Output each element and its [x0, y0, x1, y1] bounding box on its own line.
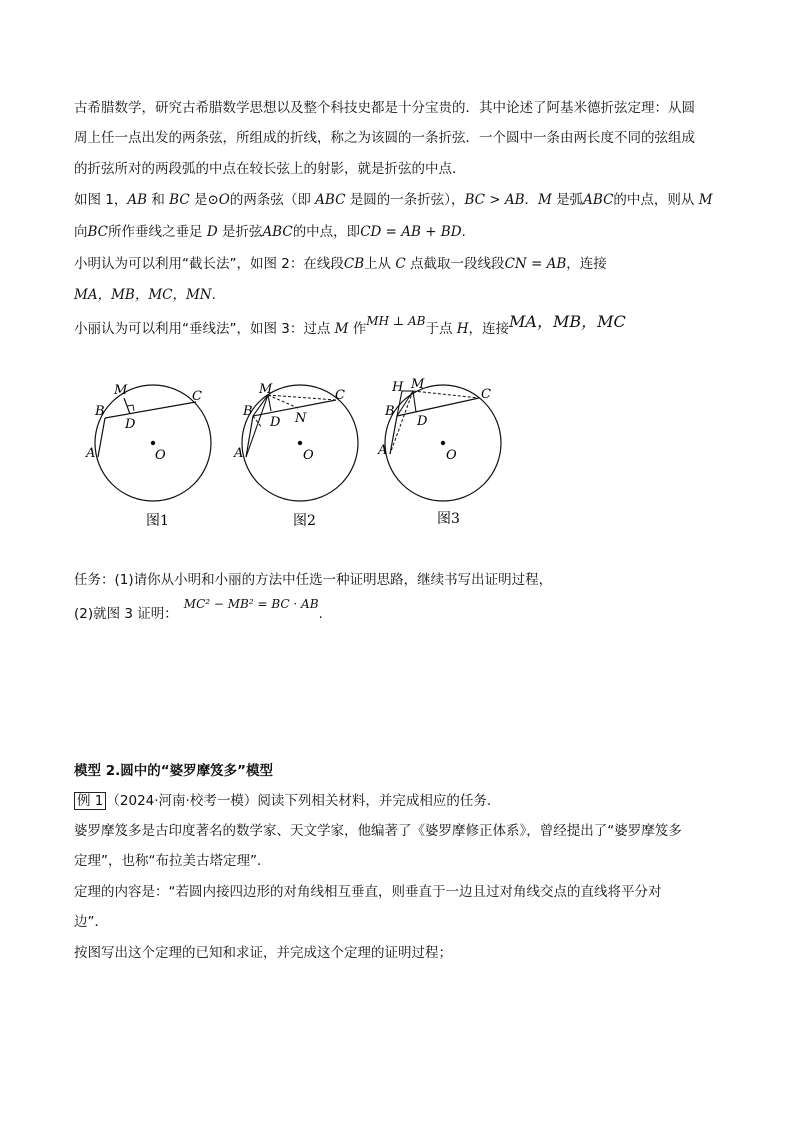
- fig1-label-m: M: [114, 383, 128, 398]
- fig2-label-b: B: [243, 404, 253, 419]
- example-tag: 例 1: [74, 792, 106, 810]
- figure-2: [233, 382, 358, 529]
- brahmagupta-intro-1: 婆罗摩笈多是古印度著名的数学家、天文学家，他编著了《婆罗摩修正体系》，曾经提出了“婆罗摩笈多: [74, 823, 682, 839]
- fig2-label-m: M: [259, 382, 273, 397]
- fig3-dashed-mc: [413, 391, 479, 398]
- fig3-dashed-ma: [390, 391, 413, 454]
- fig2-caption: 图2: [293, 513, 316, 529]
- fig1-label-d: D: [125, 417, 136, 432]
- fig1-label-c: C: [192, 389, 202, 404]
- brahmagupta-intro-2: 定理”，也称“布拉美古塔定理”．: [74, 853, 271, 869]
- perpendicular-foot-line: 向BC所作垂线之垂足 D 是折弦ABC的中点，即CD = AB + BD.: [74, 224, 466, 240]
- example-1-line: 例 1 （2024·河南·校考一模）阅读下列相关材料，并完成相应的任务.: [74, 791, 491, 811]
- xiaoming-method-line: 小明认为可以利用“截长法”，如图 2：在线段CB上从 C 点截取一段线段CN = AB，连接: [74, 256, 607, 272]
- intro-line-3: 的折弦所对的两段弧的中点在较长弦上的射影，就是折弦的中点．: [74, 161, 466, 177]
- task-2: (2)就图 3 证明：MC² − MB² = BC · AB.: [74, 597, 323, 622]
- fig1-caption: 图1: [146, 513, 169, 529]
- task-1: 任务：(1)请你从小明和小丽的方法中任选一种证明思路，继续书写出证明过程，: [74, 572, 553, 588]
- fig2-chord-ab: [246, 416, 253, 457]
- xiaoming-connect-line: MA，MB，MC，MN.: [74, 287, 216, 303]
- fig1-chord-bc: [105, 402, 196, 418]
- fig2-label-c: C: [335, 388, 345, 403]
- fig1-chord-ab: [98, 418, 105, 457]
- fig2-center-point: [298, 441, 302, 445]
- fig3-label-o: O: [446, 448, 457, 463]
- fig1-center-point: [151, 441, 155, 445]
- figure-1: [85, 383, 211, 529]
- fig3-label-b: B: [385, 404, 395, 419]
- geometry-figures: [0, 370, 800, 570]
- figure-3: [377, 377, 501, 527]
- xiaoli-method-line: 小丽认为可以利用“垂线法”，如图 3：过点 M 作MH ⊥ AB于点 H，连接MA，MB，MC: [74, 312, 626, 337]
- fig3-center-point: [441, 441, 445, 445]
- fig3-label-d: D: [417, 414, 428, 429]
- figure1-statement-line: 如图 1，AB 和 BC 是⊙O的两条弦（即 ABC 是圆的一条折弦），BC > AB．M 是弧ABC的中点，则从 M: [74, 192, 713, 208]
- fig3-label-m: M: [411, 377, 425, 392]
- fig1-label-a: A: [86, 446, 96, 461]
- fig3-chord-ab: [390, 416, 397, 454]
- instruction-line: 按图写出这个定理的已知和求证，并完成这个定理的证明过程；: [74, 945, 452, 961]
- fig2-label-d: D: [270, 415, 281, 430]
- fig2-label-a: A: [234, 446, 244, 461]
- fig2-label-o: O: [303, 448, 314, 463]
- intro-line-1: 古希腊数学，研究古希腊数学思想以及整个科技史都是十分宝贵的．其中论述了阿基米德折弦定理：从圆: [74, 100, 695, 116]
- fig3-label-h: H: [392, 380, 404, 395]
- fig3-label-a: A: [378, 443, 388, 458]
- fig3-label-c: C: [481, 387, 491, 402]
- theorem-content-1: 定理的内容是：“若圆内接四边形的对角线相互垂直，则垂直于一边且过对角线交点的直线将平分对: [74, 884, 662, 900]
- theorem-content-2: 边”．: [74, 914, 108, 930]
- fig1-label-b: B: [95, 404, 105, 419]
- intro-line-2: 周上任一点出发的两条弦，所组成的折线，称之为该圆的一条折弦．一个圆中一条由两长度不同的弦组成: [74, 130, 695, 146]
- fig3-caption: 图3: [437, 511, 460, 527]
- model2-heading: 模型 2.圆中的“婆罗摩笈多”模型: [74, 763, 273, 779]
- fig2-label-n: N: [295, 411, 307, 426]
- fig1-label-o: O: [155, 448, 166, 463]
- fig2-segment-md: [268, 395, 271, 411]
- fig3-segment-md: [413, 391, 416, 412]
